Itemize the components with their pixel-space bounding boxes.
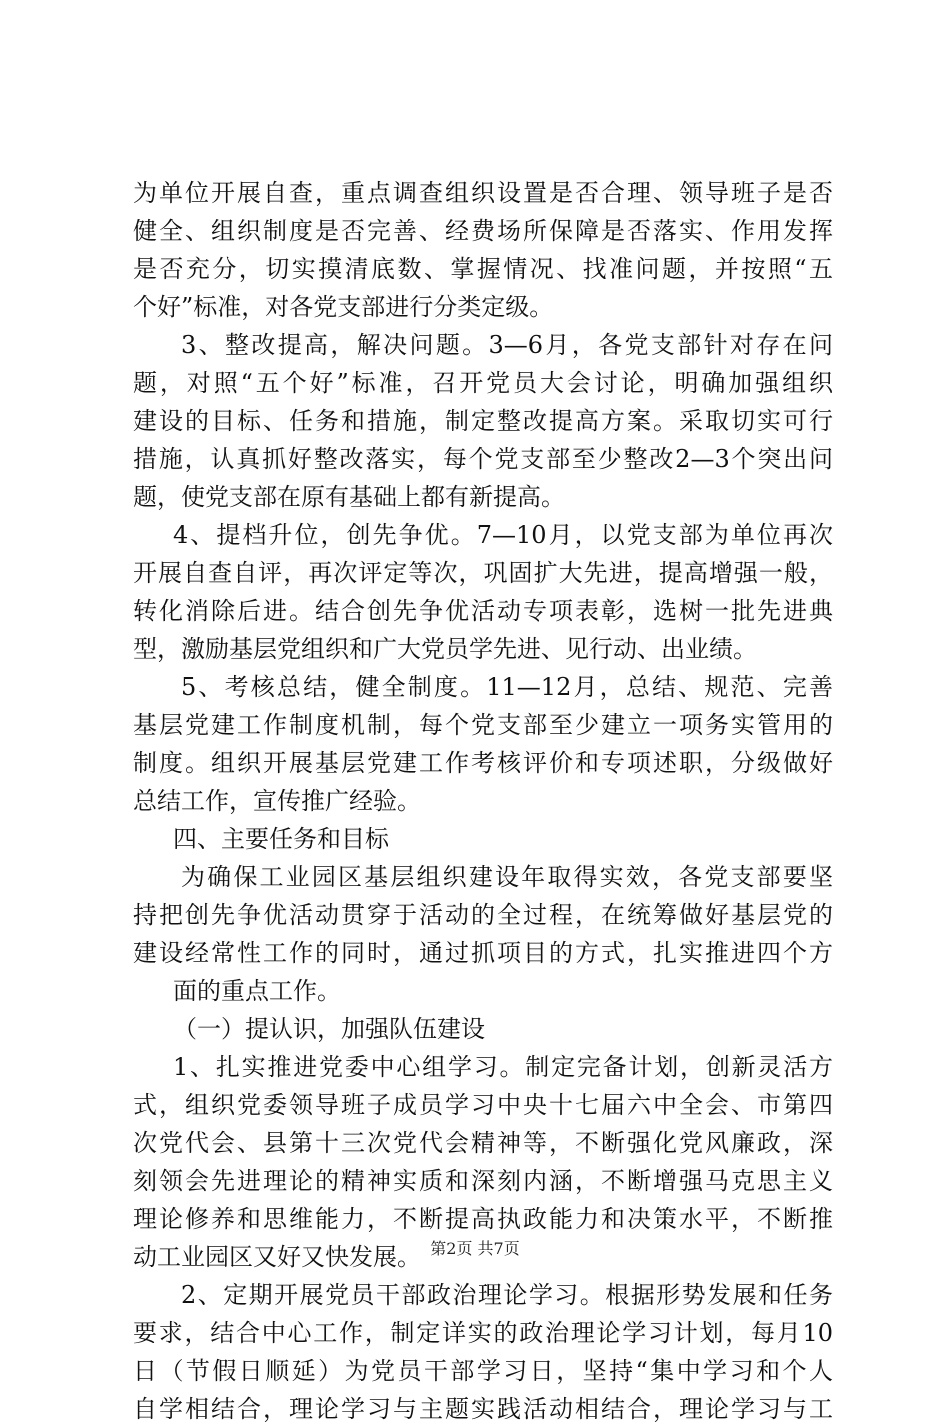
text-line: 式，组织党委领导班子成员学习中央十七届六中全会、市第四 <box>133 1091 833 1119</box>
text-line: 总结工作，宣传推广经验。 <box>133 787 421 815</box>
text-line: 建设的目标、任务和措施，制定整改提高方案。采取切实可行 <box>133 407 833 435</box>
subsection-heading: （一）提认识，加强队伍建设 <box>173 1015 485 1043</box>
text-line: 题，使党支部在原有基础上都有新提高。 <box>133 483 565 511</box>
text-line: 面的重点工作。 <box>173 977 341 1005</box>
text-line: 为确保工业园区基层组织建设年取得实效，各党支部要坚 <box>181 863 833 891</box>
page-number: 第2页 共7页 <box>430 1239 520 1258</box>
text-line: 次党代会、县第十三次党代会精神等，不断强化党风廉政，深 <box>133 1129 833 1157</box>
text-line: 1、扎实推进党委中心组学习。制定完备计划，创新灵活方 <box>173 1053 833 1081</box>
text-line: 题，对照“五个好”标准，召开党员大会讨论，明确加强组织 <box>133 369 833 397</box>
text-line: 开展自查自评，再次评定等次，巩固扩大先进，提高增强一般， <box>133 559 833 587</box>
text-line: 基层党建工作制度机制，每个党支部至少建立一项务实管用的 <box>133 711 833 739</box>
text-line: 4、提档升位，创先争优。7—10月，以党支部为单位再次 <box>173 521 833 549</box>
text-line: 3、整改提高，解决问题。3—6月，各党支部针对存在问 <box>181 331 833 359</box>
text-line: 建设经常性工作的同时，通过抓项目的方式，扎实推进四个方 <box>133 939 833 967</box>
text-line: 措施，认真抓好整改落实，每个党支部至少整改2—3个突出问 <box>133 445 833 473</box>
text-line: 是否充分，切实摸清底数、掌握情况、找准问题，并按照“五 <box>133 255 833 283</box>
text-line: 个好”标准，对各党支部进行分类定级。 <box>133 293 554 321</box>
text-line: 2、定期开展党员干部政治理论学习。根据形势发展和任务 <box>181 1281 833 1309</box>
text-line: 自学相结合，理论学习与主题实践活动相结合，理论学习与工 <box>133 1395 833 1423</box>
text-line: 要求，结合中心工作，制定详实的政治理论学习计划，每月10 <box>133 1319 833 1347</box>
text-line: 健全、组织制度是否完善、经费场所保障是否落实、作用发挥 <box>133 217 833 245</box>
text-line: 制度。组织开展基层党建工作考核评价和专项述职，分级做好 <box>133 749 833 777</box>
text-line: 型，激励基层党组织和广大党员学先进、见行动、出业绩。 <box>133 635 757 663</box>
text-line: 刻领会先进理论的精神实质和深刻内涵，不断增强马克思主义 <box>133 1167 833 1195</box>
text-line: 理论修养和思维能力，不断提高执政能力和决策水平，不断推 <box>133 1205 833 1233</box>
text-line: 日（节假日顺延）为党员干部学习日，坚持“集中学习和个人 <box>133 1357 833 1385</box>
text-line: 持把创先争优活动贯穿于活动的全过程，在统筹做好基层党的 <box>133 901 833 929</box>
text-line: 5、考核总结，健全制度。11—12月，总结、规范、完善 <box>181 673 833 701</box>
section-heading: 四、主要任务和目标 <box>173 825 389 853</box>
text-line: 转化消除后进。结合创先争优活动专项表彰，选树一批先进典 <box>133 597 833 625</box>
text-line: 为单位开展自查，重点调查组织设置是否合理、领导班子是否 <box>133 179 833 207</box>
text-line: 动工业园区又好又快发展。 <box>133 1243 421 1271</box>
